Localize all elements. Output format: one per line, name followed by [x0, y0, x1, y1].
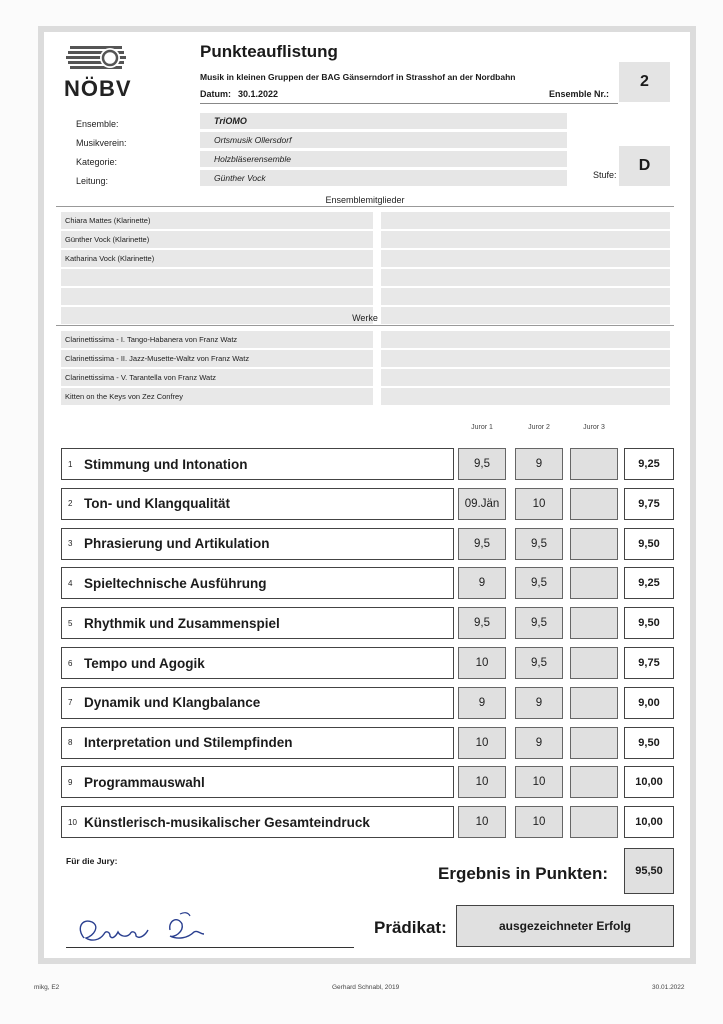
- ensemble-label: Ensemble:: [76, 119, 119, 129]
- criterion-number: 3: [68, 539, 73, 549]
- works-title: Werke: [352, 313, 378, 323]
- juror-1-score: 10: [458, 647, 506, 679]
- criterion-average: 9,00: [624, 687, 674, 719]
- juror-1-score: 10: [458, 766, 506, 798]
- result-label: Ergebnis in Punkten:: [438, 864, 609, 883]
- work-row: [381, 350, 670, 367]
- member-row: Chiara Mattes (Klarinette): [61, 212, 373, 229]
- member-row: Günther Vock (Klarinette): [61, 231, 373, 248]
- member-row: [381, 212, 670, 229]
- criterion-average: 9,50: [624, 727, 674, 759]
- criterion-row: [61, 448, 454, 480]
- criterion-row: [61, 647, 454, 679]
- criterion-label: Spieltechnische Ausführung: [84, 575, 267, 591]
- juror-3-score: [570, 647, 618, 679]
- criterion-number: 6: [68, 658, 73, 668]
- juror-2-score: 10: [515, 806, 563, 838]
- criterion-label: Programmauswahl: [84, 774, 205, 790]
- date-value: 30.1.2022: [238, 89, 279, 99]
- noebv-logo: [64, 44, 174, 104]
- criterion-average: 9,75: [624, 488, 674, 520]
- criterion-label: Ton- und Klangqualität: [84, 496, 230, 512]
- member-row: [381, 288, 670, 305]
- juror-2-score: 9: [515, 687, 563, 719]
- work-row: Clarinettissima - I. Tango-Habanera von Franz Watz: [61, 331, 373, 348]
- criterion-number: 10: [68, 817, 77, 827]
- criterion-number: 9: [68, 777, 73, 787]
- criterion-label: Rhythmik und Zusammenspiel: [84, 615, 280, 631]
- criterion-row: [61, 806, 454, 838]
- kategorie-label: Kategorie:: [76, 157, 118, 167]
- criterion-average: 10,00: [624, 806, 674, 838]
- criterion-average: 9,25: [624, 448, 674, 480]
- juror-3-score: [570, 727, 618, 759]
- criterion-label: Tempo und Agogik: [84, 655, 205, 671]
- footer-right: 30.01.2022: [652, 984, 685, 991]
- criterion-number: 5: [68, 618, 73, 628]
- event-subtitle: Musik in kleinen Gruppen der BAG Gänserndorf in Strasshof an der Nordbahn: [200, 72, 516, 82]
- members-title: Ensemblemitglieder: [325, 195, 405, 205]
- stufe-label: Stufe:: [593, 170, 617, 180]
- member-row: [381, 250, 670, 267]
- logo-text: NÖBV: [64, 76, 132, 101]
- juror-1-score: 10: [458, 806, 506, 838]
- criterion-row: [61, 528, 454, 560]
- criterion-label: Interpretation und Stilempfinden: [84, 735, 293, 751]
- ensemble-field: TriOMO: [200, 113, 567, 129]
- juror-3-score: [570, 528, 618, 560]
- juror-1-score: 9,5: [458, 607, 506, 639]
- leitung-label: Leitung:: [76, 176, 109, 186]
- criterion-number: 7: [68, 698, 73, 708]
- member-row: [381, 269, 670, 286]
- criterion-number: 8: [68, 738, 73, 748]
- criterion-average: 9,25: [624, 567, 674, 599]
- criterion-row: [61, 488, 454, 520]
- ensemble-nr-label: Ensemble Nr.:: [549, 89, 610, 99]
- criterion-number: 1: [68, 459, 73, 469]
- praedikat-value: ausgezeichneter Erfolg: [456, 905, 674, 947]
- criterion-row: [61, 687, 454, 719]
- result-value: 95,50: [624, 848, 674, 894]
- member-row: [381, 231, 670, 248]
- footer-center: Gerhard Schnabl, 2019: [332, 984, 400, 991]
- member-row: Katharina Vock (Klarinette): [61, 250, 373, 267]
- criterion-row: [61, 567, 454, 599]
- juror-2-score: 9,5: [515, 647, 563, 679]
- juror-2-score: 9,5: [515, 567, 563, 599]
- juror-1-heading: Juror 1: [471, 424, 493, 431]
- juror-2-score: 10: [515, 766, 563, 798]
- criterion-average: 9,75: [624, 647, 674, 679]
- criterion-row: [61, 727, 454, 759]
- musikverein-field: Ortsmusik Ollersdorf: [200, 132, 567, 148]
- kategorie-field: Holzbläserensemble: [200, 151, 567, 167]
- work-row: Kitten on the Keys von Zez Confrey: [61, 388, 373, 405]
- stufe-value: D: [619, 146, 670, 186]
- signature-line: [66, 947, 354, 948]
- juror-3-score: [570, 687, 618, 719]
- member-row: [61, 288, 373, 305]
- work-row: [381, 331, 670, 348]
- juror-2-score: 9: [515, 727, 563, 759]
- work-row: Clarinettissima - II. Jazz-Musette-Waltz von Franz Watz: [61, 350, 373, 367]
- juror-2-score: 10: [515, 488, 563, 520]
- juror-3-heading: Juror 3: [583, 424, 605, 431]
- criterion-average: 9,50: [624, 528, 674, 560]
- juror-3-score: [570, 607, 618, 639]
- criterion-label: Dynamik und Klangbalance: [84, 695, 261, 711]
- works-divider: [56, 325, 674, 326]
- criterion-average: 10,00: [624, 766, 674, 798]
- jury-label: Für die Jury:: [66, 856, 118, 866]
- criterion-label: Phrasierung und Artikulation: [84, 536, 270, 552]
- criterion-label: Stimmung und Intonation: [84, 456, 248, 472]
- juror-1-score: 9: [458, 567, 506, 599]
- criterion-row: [61, 607, 454, 639]
- members-divider: [56, 206, 674, 207]
- footer-left: mikg, E2: [34, 984, 60, 991]
- juror-1-score: 09.Jän: [458, 488, 506, 520]
- header-divider: [200, 103, 618, 104]
- ensemble-nr-value: 2: [619, 62, 670, 102]
- criterion-average: 9,50: [624, 607, 674, 639]
- criterion-row: [61, 766, 454, 798]
- juror-2-score: 9,5: [515, 528, 563, 560]
- juror-1-score: 9,5: [458, 448, 506, 480]
- work-row: [381, 388, 670, 405]
- page-title: Punkteauflistung: [200, 42, 338, 61]
- leitung-field: Günther Vock: [200, 170, 567, 186]
- praedikat-label: Prädikat:: [374, 918, 447, 937]
- juror-3-score: [570, 567, 618, 599]
- member-row: [61, 269, 373, 286]
- musikverein-label: Musikverein:: [76, 138, 127, 148]
- date-label: Datum:: [200, 89, 231, 99]
- work-row: Clarinettissima - V. Tarantella von Franz Watz: [61, 369, 373, 386]
- criterion-number: 2: [68, 499, 73, 509]
- criterion-number: 4: [68, 578, 73, 588]
- juror-3-score: [570, 448, 618, 480]
- logo-emblem-icon: [64, 44, 128, 74]
- juror-1-score: 10: [458, 727, 506, 759]
- juror-2-heading: Juror 2: [528, 424, 550, 431]
- juror-3-score: [570, 766, 618, 798]
- jury-signature: [70, 900, 230, 950]
- juror-3-score: [570, 488, 618, 520]
- juror-3-score: [570, 806, 618, 838]
- criterion-label: Künstlerisch-musikalischer Gesamteindruck: [84, 814, 370, 830]
- juror-1-score: 9: [458, 687, 506, 719]
- juror-1-score: 9,5: [458, 528, 506, 560]
- juror-2-score: 9: [515, 448, 563, 480]
- work-row: [381, 369, 670, 386]
- juror-2-score: 9,5: [515, 607, 563, 639]
